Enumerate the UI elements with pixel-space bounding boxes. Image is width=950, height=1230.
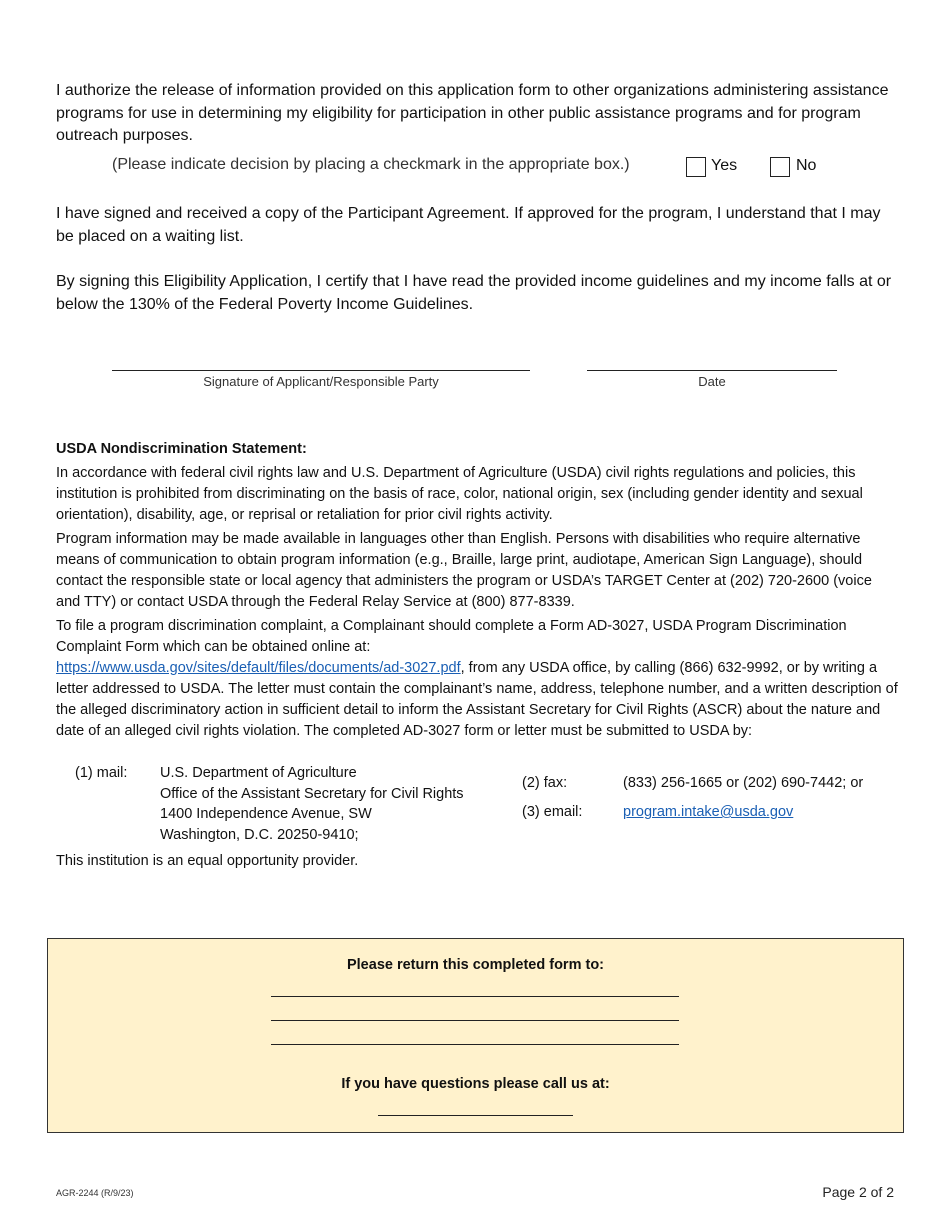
complaint-intro: To file a program discrimination complaint, a Complainant should complete a Form AD-3027, USDA Program Discrimination Complaint Form which can be obtained online at: <box>56 618 847 655</box>
mail-address <box>160 763 464 845</box>
fax-label: (2) fax: <box>522 775 568 791</box>
complaint-details: , from any USDA office, by calling (866) 632-9992, or by writing a letter addressed to USDA. The letter must contain the complainant’s name, address, telephone number, and a written description of the alleged discriminatory action in sufficient detail to inform the Assistant Secretary for Civil Rights (ASCR) about the nature and date of an alleged civil rights violation. The completed AD-3027 form or letter must be submitted to USDA by: <box>56 660 898 739</box>
form-code: AGR-2244 (R/9/23) <box>56 1188 134 1198</box>
page-number: Page 2 of 2 <box>822 1184 894 1200</box>
return-form-box <box>47 938 904 1133</box>
no-checkbox[interactable] <box>770 157 790 177</box>
email-link[interactable]: program.intake@usda.gov <box>623 804 794 820</box>
mail-address-line: 1400 Independence Avenue, SW <box>160 806 372 822</box>
ad-3027-link[interactable]: https://www.usda.gov/sites/default/files/documents/ad-3027.pdf <box>56 660 461 676</box>
no-label: No <box>796 157 817 174</box>
return-heading: Please return this completed form to: <box>346 957 605 973</box>
return-address-line-1[interactable] <box>271 996 679 997</box>
phone-number-line[interactable] <box>378 1115 573 1116</box>
mail-address-line: Office of the Assistant Secretary for Civil Rights <box>160 785 464 802</box>
usda-paragraph-3 <box>56 616 898 742</box>
yes-label: Yes <box>711 157 738 174</box>
yes-checkbox[interactable] <box>686 157 706 177</box>
mail-address-line: U.S. Department of Agriculture <box>160 765 357 781</box>
usda-paragraph-1: In accordance with federal civil rights law and U.S. Department of Agriculture (USDA) civil rights regulations and policies, this institution is prohibited from discriminating on the basis of race, color, national origin, sex (including gender identity and sexual orientation), disability, age, or reprisal or retaliation for prior civil rights activity. <box>56 465 863 523</box>
return-address-line-3[interactable] <box>271 1044 679 1045</box>
checkbox-instruction: (Please indicate decision by placing a checkmark in the appropriate box.) <box>112 156 630 173</box>
usda-heading: USDA Nondiscrimination Statement: <box>56 441 307 457</box>
mail-address-line: Washington, D.C. 20250-9410; <box>160 826 359 843</box>
signature-line[interactable] <box>112 370 530 371</box>
usda-paragraph-2: Program information may be made available in languages other than English. Persons with disabilities who require alternative means of communication to obtain program information (e.g., Braille, large print, audiotape, American Sign Language), should contact the responsible state or local agency that administers the program or USDA’s TARGET Center at (202) 720-2600 (voice and TTY) or contact USDA through the Federal Relay Service at (800) 877-8339. <box>56 531 872 610</box>
signature-caption: Signature of Applicant/Responsible Party <box>203 374 439 389</box>
fax-value: (833) 256-1665 or (202) 690-7442; or <box>623 775 864 791</box>
agreement-text: I have signed and received a copy of the Participant Agreement. If approved for the program, I understand that I may be placed on a waiting list. <box>56 205 881 245</box>
date-caption: Date <box>698 374 726 389</box>
questions-heading: If you have questions please call us at: <box>341 1076 610 1092</box>
mail-label: (1) mail: <box>75 765 128 781</box>
return-address-line-2[interactable] <box>271 1020 679 1021</box>
release-authorization-text: I authorize the release of information provided on this application form to other organizations administering assistance programs for use in determining my eligibility for participation in other public assistance programs and for program outreach purposes. <box>56 82 889 144</box>
equal-opportunity-text: This institution is an equal opportunity provider. <box>56 853 359 869</box>
certify-text: By signing this Eligibility Application, I certify that I have read the provided income guidelines and my income falls at or below the 130% of the Federal Poverty Income Guidelines. <box>56 273 892 313</box>
email-label: (3) email: <box>522 804 583 820</box>
usda-statement <box>56 439 898 745</box>
date-line[interactable] <box>587 370 837 371</box>
